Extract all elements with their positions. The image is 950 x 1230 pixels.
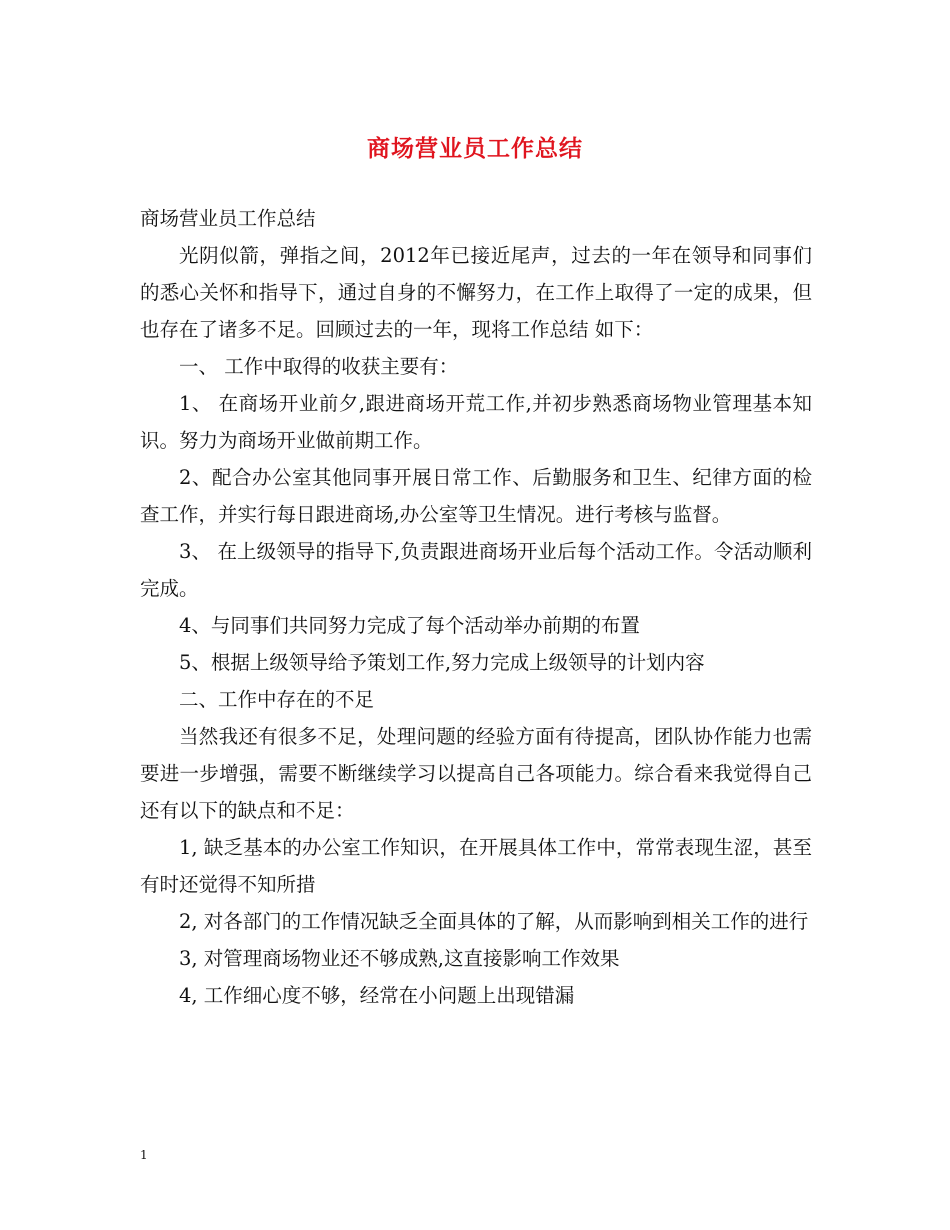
list-item: 5、根据上级领导给予策划工作,努力完成上级领导的计划内容 bbox=[179, 651, 705, 674]
page-number: 1 bbox=[140, 1148, 148, 1162]
list-item: 3, 对管理商场物业还不够成熟,这直接影响工作效果 bbox=[179, 947, 620, 970]
list-item: 2, 对各部门的工作情况缺乏全面具体的了解，从而影响到相关工作的进行 bbox=[179, 910, 809, 933]
list-item: 4、与同事们共同努力完成了每个活动举办前期的布置 bbox=[179, 614, 640, 637]
paragraph: 当然我还有很多不足，处理问题的经验方面有待提高，团队协作能力也需要进一步增强，需要不断继续学习以提高自己各项能力。综合看来我觉得自己还有以下的缺点和不足： bbox=[140, 725, 812, 822]
list-item: 4, 工作细心度不够，经常在小问题上出现错漏 bbox=[179, 984, 575, 1007]
document-title: 商场营业员工作总结 bbox=[367, 135, 583, 162]
document-body bbox=[140, 200, 812, 1014]
paragraph: 光阴似箭，弹指之间，2012年已接近尾声，过去的一年在领导和同事们的悉心关怀和指导下，通过自身的不懈努力，在工作上取得了一定的成果，但也存在了诸多不足。回顾过去的一年，现将工作总结 如下： bbox=[140, 244, 812, 341]
list-item: 3、 在上级领导的指导下,负责跟进商场开业后每个活动工作。令活动顺利完成。 bbox=[140, 540, 812, 600]
list-item: 2、配合办公室其他同事开展日常工作、后勤服务和卫生、纪律方面的检查工作，并实行每日跟进商场,办公室等卫生情况。进行考核与监督。 bbox=[140, 466, 812, 526]
list-item: 1、 在商场开业前夕,跟进商场开荒工作,并初步熟悉商场物业管理基本知识。努力为商场开业做前期工作。 bbox=[140, 392, 812, 452]
section-heading: 二、工作中存在的不足 bbox=[179, 688, 375, 711]
list-item: 1, 缺乏基本的办公室工作知识，在开展具体工作中，常常表现生涩，甚至有时还觉得不知所措 bbox=[140, 836, 812, 896]
paragraph: 商场营业员工作总结 bbox=[140, 207, 316, 230]
section-heading: 一、 工作中取得的收获主要有： bbox=[179, 355, 459, 378]
